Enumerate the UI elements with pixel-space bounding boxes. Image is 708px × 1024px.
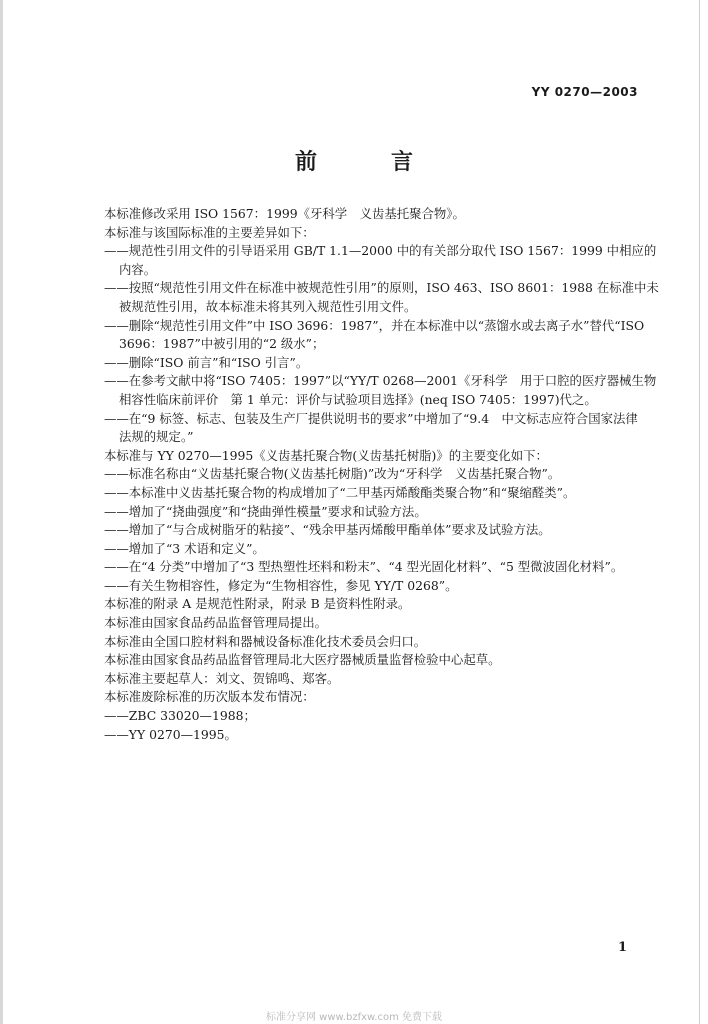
list-item: ——标准名称由“义齿基托聚合物(义齿基托树脂)”改为“牙科学 义齿基托聚合物”。 [104, 466, 561, 482]
list-item-continuation: 法规的规定。” [119, 429, 194, 445]
foreword-body [104, 205, 659, 744]
list-item: ——删除“规范性引用文件”中 ISO 3696：1987”，并在本标准中以“蒸馏水或去离子水”替代“ISO [104, 317, 645, 333]
list-item: ——规范性引用文件的引导语采用 GB/T 1.1—2000 中的有关部分取代 ISO 1567：1999 中相应的 [104, 243, 657, 259]
list-item: ——ZBC 33020—1988； [104, 708, 256, 724]
list-item: ——YY 0270—1995。 [104, 726, 237, 742]
paragraph-line: 本标准由全国口腔材料和器械设备标准化技术委员会归口。 [104, 633, 427, 649]
paragraph-line: 本标准与 YY 0270—1995《义齿基托聚合物(义齿基托树脂)》的主要变化如下： [104, 447, 548, 463]
paragraph-line: 本标准主要起草人：刘文、贺锦鸣、郑客。 [104, 670, 340, 686]
list-item: ——在“9 标签、标志、包装及生产厂提供说明书的要求”中增加了“9.4 中文标志应符合国家法律 [104, 410, 638, 426]
list-item: ——增加了“3 术语和定义”。 [104, 540, 265, 556]
paragraph-line: 本标准的附录 A 是规范性附录，附录 B 是资料性附录。 [104, 596, 411, 612]
list-item: ——删除“ISO 前言”和“ISO 引言”。 [104, 354, 309, 370]
paragraph-line: 本标准由国家食品药品监督管理局提出。 [104, 615, 328, 631]
paragraph-line: 本标准由国家食品药品监督管理局北大医疗器械质量监督检验中心起草。 [104, 652, 501, 668]
paragraph-line: 本标准与该国际标准的主要差异如下： [104, 224, 315, 240]
list-item: ——增加了“与合成树脂牙的粘接”、“残余甲基丙烯酸甲酯单体”要求及试验方法。 [104, 522, 551, 538]
footer-watermark: 标准分享网 www.bzfxw.com 免费下载 [266, 1012, 442, 1023]
list-item-continuation: 被规范性引用，故本标准未将其列入规范性引用文件。 [119, 298, 417, 314]
list-item: ——在参考文献中将“ISO 7405：1997”以“YY/T 0268—2001《牙科学 用于口腔的医疗器械生物 [104, 373, 657, 389]
list-item-continuation: 3696：1987”中被引用的“2 级水”； [119, 336, 325, 352]
page-number: 1 [618, 940, 628, 955]
page-title: 前 言 [294, 149, 439, 175]
list-item: ——增加了“挠曲强度”和“挠曲弹性模量”要求和试验方法。 [104, 503, 427, 519]
list-item-continuation: 相容性临床前评价 第 1 单元：评价与试验项目选择》(neq ISO 7405：1997)代之。 [119, 391, 597, 407]
list-item: ——在“4 分类”中增加了“3 型热塑性坯料和粉末”、“4 型光固化材料”、“5 型微波固化材料”。 [104, 559, 624, 575]
list-item: ——有关生物相容性，修定为“生物相容性，参见 YY/T 0268”。 [104, 577, 458, 593]
list-item: ——按照“规范性引用文件在标准中被规范性引用”的原则，ISO 463、ISO 8601：1988 在标准中未 [104, 280, 659, 296]
list-item: ——本标准中义齿基托聚合物的构成增加了“二甲基丙烯酸酯类聚合物”和“聚缩醛类”。 [104, 484, 576, 500]
list-item-continuation: 内容。 [119, 261, 157, 277]
paragraph-line: 本标准修改采用 ISO 1567：1999《牙科学 义齿基托聚合物》。 [104, 206, 465, 221]
paragraph-line: 本标准废除标准的历次版本发布情况： [104, 689, 315, 705]
standard-number: YY 0270—2003 [531, 85, 638, 99]
